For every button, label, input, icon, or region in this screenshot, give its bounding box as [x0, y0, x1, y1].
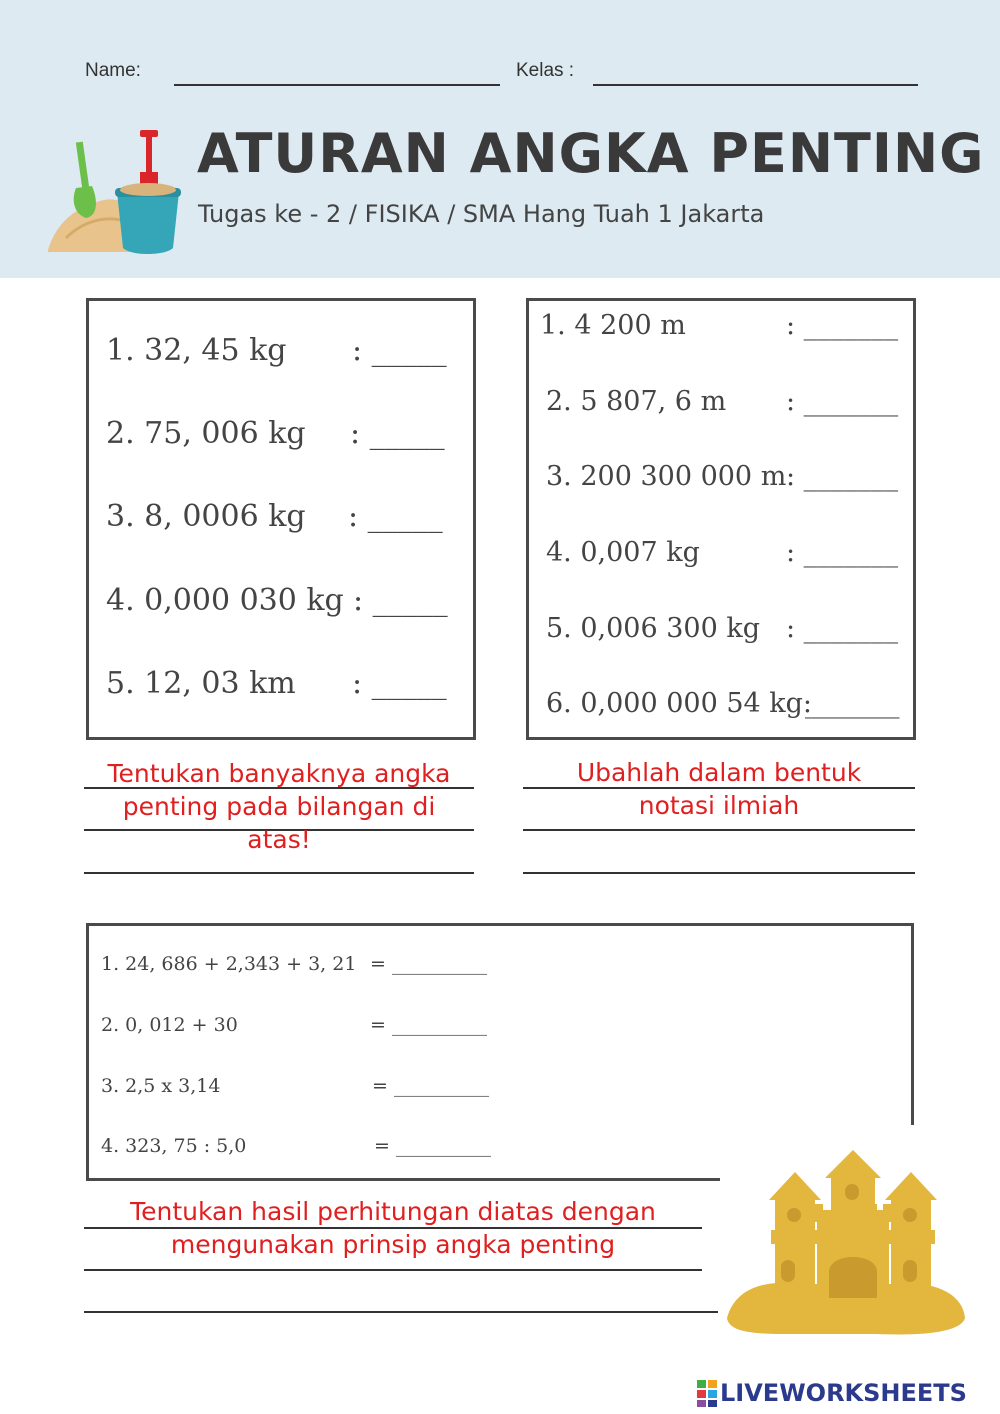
section3-item-2-answer[interactable]: = __________ [370, 1014, 487, 1036]
section1-item-2-answer[interactable]: : _____ [350, 416, 445, 451]
section2-item-3-answer[interactable]: : _______ [786, 461, 899, 492]
section1-item-3-answer[interactable]: : _____ [348, 499, 443, 534]
section3-item-4: 4. 323, 75 : 5,0 [101, 1135, 247, 1157]
name-label: Name: [85, 60, 141, 81]
section3-item-4-answer[interactable]: = __________ [374, 1135, 491, 1157]
section2-item-6: 6. 0,000 000 54 kg: [546, 688, 813, 719]
section2-item-3: 3. 200 300 000 m [546, 461, 787, 492]
section1-instruction-line-2: penting pada bilangan di [122, 792, 436, 821]
page-subtitle: Tugas ke - 2 / FISIKA / SMA Hang Tuah 1 Jakarta [198, 200, 765, 228]
liveworksheets-brand: LIVEWORKSHEETS [720, 1379, 967, 1407]
section2-item-5: 5. 0,006 300 kg [546, 613, 760, 644]
section2-item-1: 1. 4 200 m [540, 310, 686, 341]
section2-instruction-line-2: notasi ilmiah [638, 791, 800, 820]
name-input-line[interactable] [174, 84, 500, 86]
section2-item-1-answer[interactable]: : _______ [786, 310, 899, 341]
section3-answer-line-3[interactable] [84, 1311, 718, 1313]
section3-instruction-line-2: mengunakan prinsip angka penting [170, 1230, 616, 1259]
section3-item-1: 1. 24, 686 + 2,343 + 3, 21 [101, 953, 357, 975]
kelas-input-line[interactable] [593, 84, 918, 86]
section2-answer-line-3[interactable] [523, 872, 915, 874]
section1-item-1: 1. 32, 45 kg [106, 333, 287, 368]
section1-item-4-answer[interactable]: : _____ [353, 583, 448, 618]
section3-instruction-line-1: Tentukan hasil perhitungan diatas dengan [130, 1197, 656, 1226]
section2-item-2-answer[interactable]: : _______ [786, 386, 899, 417]
page-title: ATURAN ANGKA PENTING [197, 122, 985, 185]
kelas-label: Kelas : [516, 60, 575, 81]
section1-item-1-answer[interactable]: : _____ [352, 333, 447, 368]
section1-instruction [78, 757, 480, 856]
section1-item-5: 5. 12, 03 km [106, 666, 296, 701]
liveworksheets-logo [696, 1376, 967, 1410]
section3-instruction [84, 1195, 702, 1261]
section2-item-2: 2. 5 807, 6 m [546, 386, 727, 417]
section2-item-4: 4. 0,007 kg [546, 537, 700, 568]
section1-item-2: 2. 75, 006 kg [106, 416, 306, 451]
section1-item-4: 4. 0,000 030 kg [106, 583, 344, 618]
section2-instruction-line-1: Ubahlah dalam bentuk [576, 758, 862, 787]
section1-item-3: 3. 8, 0006 kg [106, 499, 306, 534]
liveworksheets-mark-icon [696, 1378, 718, 1408]
sand-castle-icon [725, 1148, 969, 1338]
section3-item-2: 2. 0, 012 + 30 [101, 1014, 238, 1036]
section1-instruction-line-3: atas! [247, 825, 311, 854]
section2-item-4-answer[interactable]: : _______ [786, 537, 899, 568]
section2-item-5-answer[interactable]: : _______ [786, 613, 899, 644]
section1-item-5-answer[interactable]: : _____ [352, 666, 447, 701]
section3-item-1-answer[interactable]: = __________ [370, 953, 487, 975]
section3-item-3-answer[interactable]: = __________ [372, 1075, 489, 1097]
sand-bucket-icon [46, 128, 186, 260]
section3-box-bottom [86, 1178, 720, 1181]
section3-item-3: 3. 2,5 x 3,14 [101, 1075, 221, 1097]
section1-instruction-line-1: Tentukan banyaknya angka [107, 759, 451, 788]
section2-instruction [523, 756, 915, 822]
section2-box [526, 298, 916, 740]
section2-item-6-answer[interactable]: _______ [805, 688, 900, 719]
section3-answer-line-2[interactable] [84, 1269, 702, 1271]
section2-answer-line-2[interactable] [523, 829, 915, 831]
section1-answer-line-3[interactable] [84, 872, 474, 874]
